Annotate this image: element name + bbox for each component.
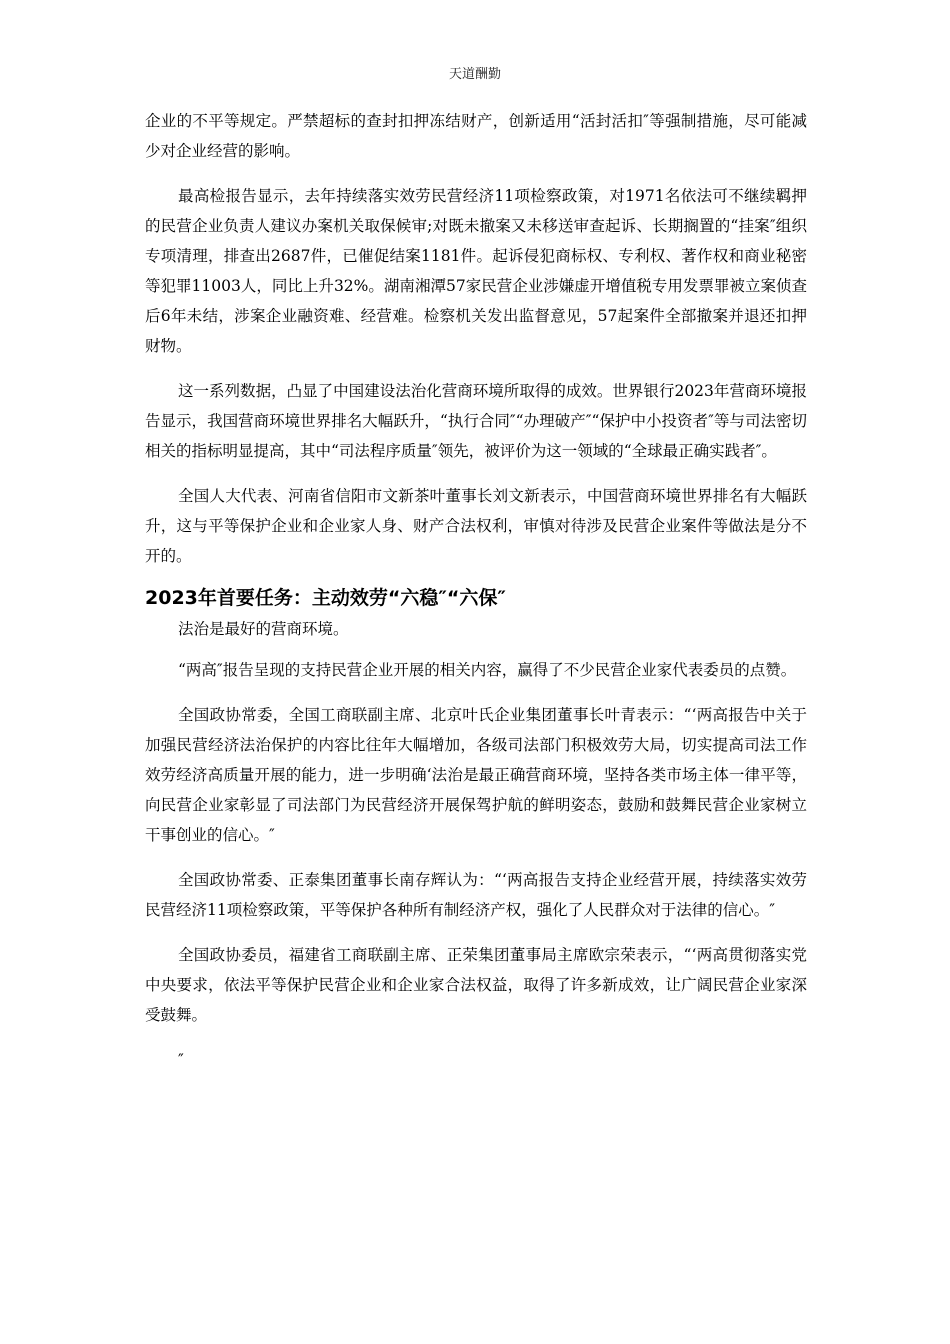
paragraph-ou-zongrong: 全国政协委员，福建省工商联副主席、正荣集团董事局主席欧宗荣表示，“‘两高贯彻落实党中央要求，依法平等保护民营企业和企业家合法权益，取得了许多新成效，让广阔民营企业家深受鼓舞。 <box>145 946 807 1024</box>
paragraph-procuratorate-report: 最高检报告显示，去年持续落实效劳民营经济11项检察政策，对1971名依法可不继续羁押的民营企业负责人建议办案机关取保候审;对既未撤案又未移送审查起诉、长期搁置的“挂案″组织专项清理，排查出2687件，已催促结案1181件。起诉侵犯商标权、专利权、著作权和商业秘密等犯罪11003人，同比上升32%。湖南湘潭57家民营企业涉嫌虚开增值税专用发票罪被立案侦查后6年未结，涉案企业融资难、经营难。检察机关发出监督意见，57起案件全部撤案并退还扣押财物。 <box>145 187 807 355</box>
paragraph-two-reports: “两高″报告呈现的支持民营企业开展的相关内容，赢得了不少民营企业家代表委员的点赞。 <box>178 661 797 679</box>
paragraph-continuation: 企业的不平等规定。严禁超标的查封扣押冻结财产，创新适用“活封活扣″等强制措施，尽可能减少对企业经营的影响。 <box>145 112 807 160</box>
paragraph-nan-cunhui: 全国政协常委、正泰集团董事长南存辉认为：“‘两高报告支持企业经营开展，持续落实效劳民营经济11项检察政策，平等保护各种所有制经济产权，强化了人民群众对于法律的信心。″ <box>145 871 807 919</box>
paragraph-closing-quote: ″ <box>178 1051 184 1069</box>
document-body <box>145 106 807 1090</box>
page-header: 天道酬勤 <box>448 67 501 82</box>
paragraph-ye-qing: 全国政协常委，全国工商联副主席、北京叶氏企业集团董事长叶青表示：“‘两高报告中关于加强民营经济法治保护的内容比往年大幅增加，各级司法部门积极效劳大局，切实提高司法工作效劳经济高质量开展的能力，进一步明确‘法治是最正确营商环境，坚持各类市场主体一律平等，向民营企业家彰显了司法部门为民营经济开展保驾护航的鲜明姿态，鼓励和鼓舞民营企业家树立干事创业的信心。″ <box>145 706 807 844</box>
paragraph-liu-wenxin: 全国人大代表、河南省信阳市文新茶叶董事长刘文新表示，中国营商环境世界排名有大幅跃升，这与平等保护企业和企业家人身、财产合法权利，审慎对待涉及民营企业案件等做法是分不开的。 <box>145 487 807 565</box>
paragraph-world-bank-ranking: 这一系列数据，凸显了中国建设法治化营商环境所取得的成效。世界银行2023年营商环境报告显示，我国营商环境世界排名大幅跃升，“执行合同″“办理破产″“保护中小投资者″等与司法密切相关的指标明显提高，其中“司法程序质量″领先，被评价为这一领域的“全球最正确实践者″。 <box>145 382 807 460</box>
paragraph-rule-of-law: 法治是最好的营商环境。 <box>178 620 349 638</box>
section-heading: 2023年首要任务：主动效劳“六稳″“六保″ <box>145 587 506 609</box>
